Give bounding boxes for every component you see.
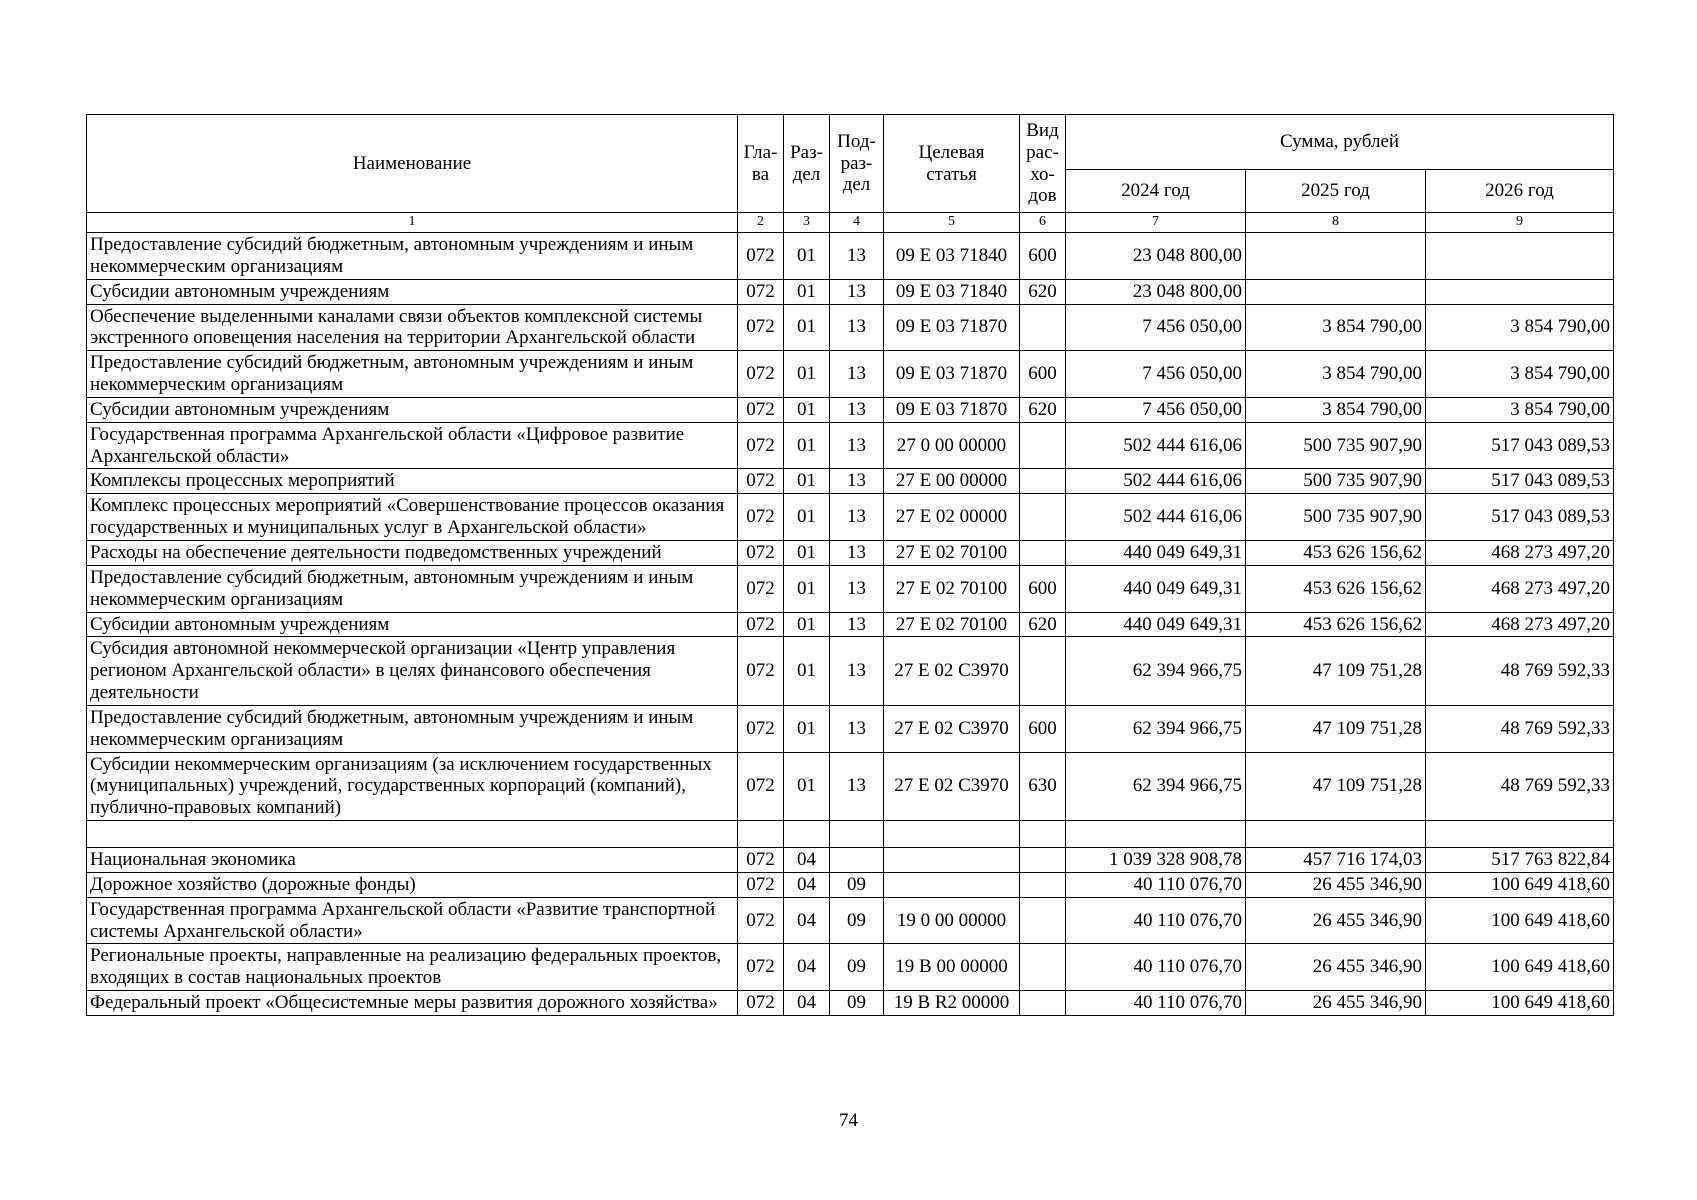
cell-glava: 072	[738, 469, 784, 494]
cell-2026: 100 649 418,60	[1426, 944, 1614, 991]
cell-2024: 502 444 616,06	[1066, 469, 1246, 494]
cell-podrazdel: 13	[830, 233, 884, 280]
cell-2024: 440 049 649,31	[1066, 612, 1246, 637]
cell-razdel: 01	[784, 705, 830, 752]
cell-2025: 500 735 907,90	[1246, 469, 1426, 494]
cell-podrazdel: 13	[830, 612, 884, 637]
cell-glava: 072	[738, 422, 784, 469]
cell-2024: 7 456 050,00	[1066, 351, 1246, 398]
cell-name: Субсидии некоммерческим организациям (за исключением государственных (муниципальных) учреждений, государственных корпораций (компаний), публично-правовых компаний)	[87, 752, 738, 821]
cell-name: Комплекс процессных мероприятий «Совершенствование процессов оказания государственных и муниципальных услуг в Архангельской области»	[87, 494, 738, 541]
cell-vid: 600	[1020, 565, 1066, 612]
cell-vid	[1020, 494, 1066, 541]
column-number: 4	[830, 213, 884, 233]
cell-vid	[1020, 540, 1066, 565]
cell-podrazdel: 13	[830, 565, 884, 612]
cell-2025: 47 109 751,28	[1246, 637, 1426, 706]
cell-vid: 620	[1020, 279, 1066, 304]
cell-glava: 072	[738, 897, 784, 944]
cell-2025: 500 735 907,90	[1246, 422, 1426, 469]
header-2025: 2025 год	[1246, 170, 1426, 213]
cell-vid	[1020, 422, 1066, 469]
cell-glava: 072	[738, 612, 784, 637]
table-row	[87, 637, 1614, 706]
cell-podrazdel: 13	[830, 494, 884, 541]
header-glava: Гла- ва	[738, 115, 784, 213]
table-row	[87, 752, 1614, 821]
cell-2024: 7 456 050,00	[1066, 397, 1246, 422]
table-row	[87, 991, 1614, 1016]
table-row	[87, 944, 1614, 991]
table-row	[87, 821, 1614, 848]
cell-razdel: 04	[784, 991, 830, 1016]
cell-2026: 517 043 089,53	[1426, 469, 1614, 494]
cell-razdel: 01	[784, 540, 830, 565]
cell-name: Дорожное хозяйство (дорожные фонды)	[87, 872, 738, 897]
cell-vid: 620	[1020, 397, 1066, 422]
cell-glava: 072	[738, 705, 784, 752]
cell-celevaya: 09 Е 03 71840	[884, 279, 1020, 304]
cell-vid	[1020, 872, 1066, 897]
cell-2025: 26 455 346,90	[1246, 944, 1426, 991]
cell-celevaya: 19 0 00 00000	[884, 897, 1020, 944]
table-row	[87, 279, 1614, 304]
cell-2026	[1426, 279, 1614, 304]
cell-celevaya: 27 Е 02 70100	[884, 612, 1020, 637]
cell-2026: 468 273 497,20	[1426, 565, 1614, 612]
cell-razdel: 04	[784, 848, 830, 873]
cell-2024: 40 110 076,70	[1066, 872, 1246, 897]
column-number: 5	[884, 213, 1020, 233]
cell-razdel: 01	[784, 397, 830, 422]
cell-glava	[738, 821, 784, 848]
cell-2025	[1246, 233, 1426, 280]
table-row	[87, 494, 1614, 541]
cell-celevaya: 27 Е 02 70100	[884, 565, 1020, 612]
cell-name: Предоставление субсидий бюджетным, автономным учреждениям и иным некоммерческим организациям	[87, 705, 738, 752]
cell-2026: 517 763 822,84	[1426, 848, 1614, 873]
cell-name: Субсидии автономным учреждениям	[87, 612, 738, 637]
cell-podrazdel: 13	[830, 422, 884, 469]
cell-2025: 453 626 156,62	[1246, 565, 1426, 612]
table-row	[87, 872, 1614, 897]
cell-razdel: 01	[784, 494, 830, 541]
table-row	[87, 304, 1614, 351]
cell-2024: 440 049 649,31	[1066, 565, 1246, 612]
cell-2025: 26 455 346,90	[1246, 991, 1426, 1016]
cell-razdel: 01	[784, 304, 830, 351]
header-name: Наименование	[87, 115, 738, 213]
cell-glava: 072	[738, 944, 784, 991]
cell-celevaya: 09 Е 03 71870	[884, 397, 1020, 422]
cell-razdel	[784, 821, 830, 848]
cell-glava: 072	[738, 351, 784, 398]
cell-celevaya: 27 0 00 00000	[884, 422, 1020, 469]
column-number: 1	[87, 213, 738, 233]
cell-podrazdel: 13	[830, 540, 884, 565]
cell-celevaya: 19 В R2 00000	[884, 991, 1020, 1016]
cell-celevaya: 27 Е 02 С3970	[884, 637, 1020, 706]
cell-2025: 500 735 907,90	[1246, 494, 1426, 541]
cell-2026: 517 043 089,53	[1426, 422, 1614, 469]
header-2024: 2024 год	[1066, 170, 1246, 213]
budget-table	[86, 114, 1614, 1016]
cell-razdel: 01	[784, 233, 830, 280]
cell-2024: 23 048 800,00	[1066, 279, 1246, 304]
cell-name: Национальная экономика	[87, 848, 738, 873]
cell-name: Федеральный проект «Общесистемные меры развития дорожного хозяйства»	[87, 991, 738, 1016]
cell-podrazdel	[830, 848, 884, 873]
cell-2025	[1246, 821, 1426, 848]
cell-glava: 072	[738, 565, 784, 612]
cell-vid: 600	[1020, 351, 1066, 398]
table-row	[87, 469, 1614, 494]
cell-celevaya: 27 Е 02 70100	[884, 540, 1020, 565]
cell-razdel: 04	[784, 897, 830, 944]
cell-2026: 48 769 592,33	[1426, 705, 1614, 752]
column-number: 9	[1426, 213, 1614, 233]
cell-celevaya	[884, 872, 1020, 897]
cell-2025: 457 716 174,03	[1246, 848, 1426, 873]
cell-razdel: 01	[784, 612, 830, 637]
table-row	[87, 565, 1614, 612]
cell-celevaya: 27 Е 02 00000	[884, 494, 1020, 541]
page-number: 74	[839, 1110, 858, 1131]
column-number: 8	[1246, 213, 1426, 233]
cell-2025: 453 626 156,62	[1246, 540, 1426, 565]
cell-2025: 3 854 790,00	[1246, 351, 1426, 398]
cell-glava: 072	[738, 752, 784, 821]
cell-name: Предоставление субсидий бюджетным, автономным учреждениям и иным некоммерческим организациям	[87, 233, 738, 280]
cell-2024: 62 394 966,75	[1066, 752, 1246, 821]
cell-glava: 072	[738, 494, 784, 541]
header-summa: Сумма, рублей	[1066, 115, 1614, 170]
table-row	[87, 233, 1614, 280]
cell-2025: 26 455 346,90	[1246, 897, 1426, 944]
cell-podrazdel: 13	[830, 705, 884, 752]
cell-glava: 072	[738, 304, 784, 351]
cell-glava: 072	[738, 637, 784, 706]
cell-vid	[1020, 991, 1066, 1016]
cell-podrazdel: 13	[830, 637, 884, 706]
cell-name: Субсидии автономным учреждениям	[87, 279, 738, 304]
table-body	[87, 233, 1614, 1016]
cell-2026: 100 649 418,60	[1426, 897, 1614, 944]
cell-razdel: 01	[784, 279, 830, 304]
cell-2025	[1246, 279, 1426, 304]
cell-2026: 468 273 497,20	[1426, 540, 1614, 565]
cell-vid	[1020, 637, 1066, 706]
cell-podrazdel: 09	[830, 991, 884, 1016]
cell-podrazdel	[830, 821, 884, 848]
cell-podrazdel: 13	[830, 304, 884, 351]
table-row	[87, 397, 1614, 422]
cell-name: Предоставление субсидий бюджетным, автономным учреждениям и иным некоммерческим организациям	[87, 565, 738, 612]
cell-vid	[1020, 848, 1066, 873]
cell-2025: 47 109 751,28	[1246, 752, 1426, 821]
cell-2026: 48 769 592,33	[1426, 752, 1614, 821]
table-row	[87, 705, 1614, 752]
cell-glava: 072	[738, 279, 784, 304]
cell-celevaya: 27 Е 02 С3970	[884, 705, 1020, 752]
cell-2026	[1426, 233, 1614, 280]
cell-razdel: 04	[784, 872, 830, 897]
header-razdel: Раз- дел	[784, 115, 830, 213]
cell-2024: 440 049 649,31	[1066, 540, 1246, 565]
cell-2024: 7 456 050,00	[1066, 304, 1246, 351]
cell-2026: 468 273 497,20	[1426, 612, 1614, 637]
cell-glava: 072	[738, 233, 784, 280]
cell-vid	[1020, 897, 1066, 944]
cell-2024: 40 110 076,70	[1066, 897, 1246, 944]
cell-razdel: 04	[784, 944, 830, 991]
cell-name: Государственная программа Архангельской области «Развитие транспортной системы Архангельской области»	[87, 897, 738, 944]
cell-2026: 100 649 418,60	[1426, 991, 1614, 1016]
header-podrazdel: Под- раз- дел	[830, 115, 884, 213]
cell-name: Комплексы процессных мероприятий	[87, 469, 738, 494]
column-numbers-row	[87, 213, 1614, 233]
cell-name: Предоставление субсидий бюджетным, автономным учреждениям и иным некоммерческим организациям	[87, 351, 738, 398]
cell-2025: 3 854 790,00	[1246, 304, 1426, 351]
cell-2024: 23 048 800,00	[1066, 233, 1246, 280]
cell-2024: 62 394 966,75	[1066, 705, 1246, 752]
cell-razdel: 01	[784, 351, 830, 398]
cell-name: Государственная программа Архангельской области «Цифровое развитие Архангельской области»	[87, 422, 738, 469]
cell-glava: 072	[738, 991, 784, 1016]
cell-celevaya: 27 Е 02 С3970	[884, 752, 1020, 821]
cell-razdel: 01	[784, 637, 830, 706]
cell-2024: 502 444 616,06	[1066, 422, 1246, 469]
cell-name: Региональные проекты, направленные на реализацию федеральных проектов, входящих в состав национальных проектов	[87, 944, 738, 991]
cell-2024: 502 444 616,06	[1066, 494, 1246, 541]
cell-2025: 453 626 156,62	[1246, 612, 1426, 637]
column-number: 7	[1066, 213, 1246, 233]
cell-2026: 100 649 418,60	[1426, 872, 1614, 897]
table-row	[87, 422, 1614, 469]
cell-vid	[1020, 469, 1066, 494]
table-row	[87, 612, 1614, 637]
header-celevaya: Целевая статья	[884, 115, 1020, 213]
cell-podrazdel: 13	[830, 279, 884, 304]
cell-2026	[1426, 821, 1614, 848]
cell-2026: 517 043 089,53	[1426, 494, 1614, 541]
cell-name	[87, 821, 738, 848]
cell-glava: 072	[738, 872, 784, 897]
column-number: 3	[784, 213, 830, 233]
cell-2024: 40 110 076,70	[1066, 991, 1246, 1016]
cell-celevaya: 27 Е 00 00000	[884, 469, 1020, 494]
cell-2026: 3 854 790,00	[1426, 397, 1614, 422]
cell-vid	[1020, 821, 1066, 848]
cell-vid: 600	[1020, 233, 1066, 280]
cell-name: Субсидии автономным учреждениям	[87, 397, 738, 422]
cell-podrazdel: 13	[830, 351, 884, 398]
cell-celevaya	[884, 848, 1020, 873]
cell-podrazdel: 13	[830, 469, 884, 494]
table-row	[87, 351, 1614, 398]
column-number: 2	[738, 213, 784, 233]
cell-name: Расходы на обеспечение деятельности подведомственных учреждений	[87, 540, 738, 565]
cell-2026: 48 769 592,33	[1426, 637, 1614, 706]
column-number: 6	[1020, 213, 1066, 233]
cell-name: Обеспечение выделенными каналами связи объектов комплексной системы экстренного оповещения населения на территории Архангельской области	[87, 304, 738, 351]
cell-vid: 630	[1020, 752, 1066, 821]
cell-name: Субсидия автономной некоммерческой организации «Центр управления регионом Архангельской области» в целях финансового обеспечения деятельности	[87, 637, 738, 706]
header-vid: Вид рас- хо- дов	[1020, 115, 1066, 213]
cell-podrazdel: 13	[830, 397, 884, 422]
cell-glava: 072	[738, 397, 784, 422]
cell-2025: 26 455 346,90	[1246, 872, 1426, 897]
cell-2024: 1 039 328 908,78	[1066, 848, 1246, 873]
cell-razdel: 01	[784, 565, 830, 612]
cell-celevaya: 19 В 00 00000	[884, 944, 1020, 991]
cell-podrazdel: 09	[830, 872, 884, 897]
cell-razdel: 01	[784, 469, 830, 494]
cell-razdel: 01	[784, 752, 830, 821]
cell-vid	[1020, 304, 1066, 351]
table-row	[87, 848, 1614, 873]
cell-glava: 072	[738, 540, 784, 565]
table-row	[87, 540, 1614, 565]
cell-glava: 072	[738, 848, 784, 873]
header-2026: 2026 год	[1426, 170, 1614, 213]
cell-podrazdel: 13	[830, 752, 884, 821]
cell-celevaya: 09 Е 03 71840	[884, 233, 1020, 280]
cell-celevaya	[884, 821, 1020, 848]
cell-2025: 47 109 751,28	[1246, 705, 1426, 752]
table-row	[87, 897, 1614, 944]
cell-2024	[1066, 821, 1246, 848]
cell-razdel: 01	[784, 422, 830, 469]
cell-2025: 3 854 790,00	[1246, 397, 1426, 422]
cell-2024: 40 110 076,70	[1066, 944, 1246, 991]
cell-vid: 620	[1020, 612, 1066, 637]
cell-podrazdel: 09	[830, 897, 884, 944]
cell-2026: 3 854 790,00	[1426, 351, 1614, 398]
cell-celevaya: 09 Е 03 71870	[884, 351, 1020, 398]
cell-celevaya: 09 Е 03 71870	[884, 304, 1020, 351]
cell-vid	[1020, 944, 1066, 991]
cell-podrazdel: 09	[830, 944, 884, 991]
cell-vid: 600	[1020, 705, 1066, 752]
cell-2024: 62 394 966,75	[1066, 637, 1246, 706]
cell-2026: 3 854 790,00	[1426, 304, 1614, 351]
